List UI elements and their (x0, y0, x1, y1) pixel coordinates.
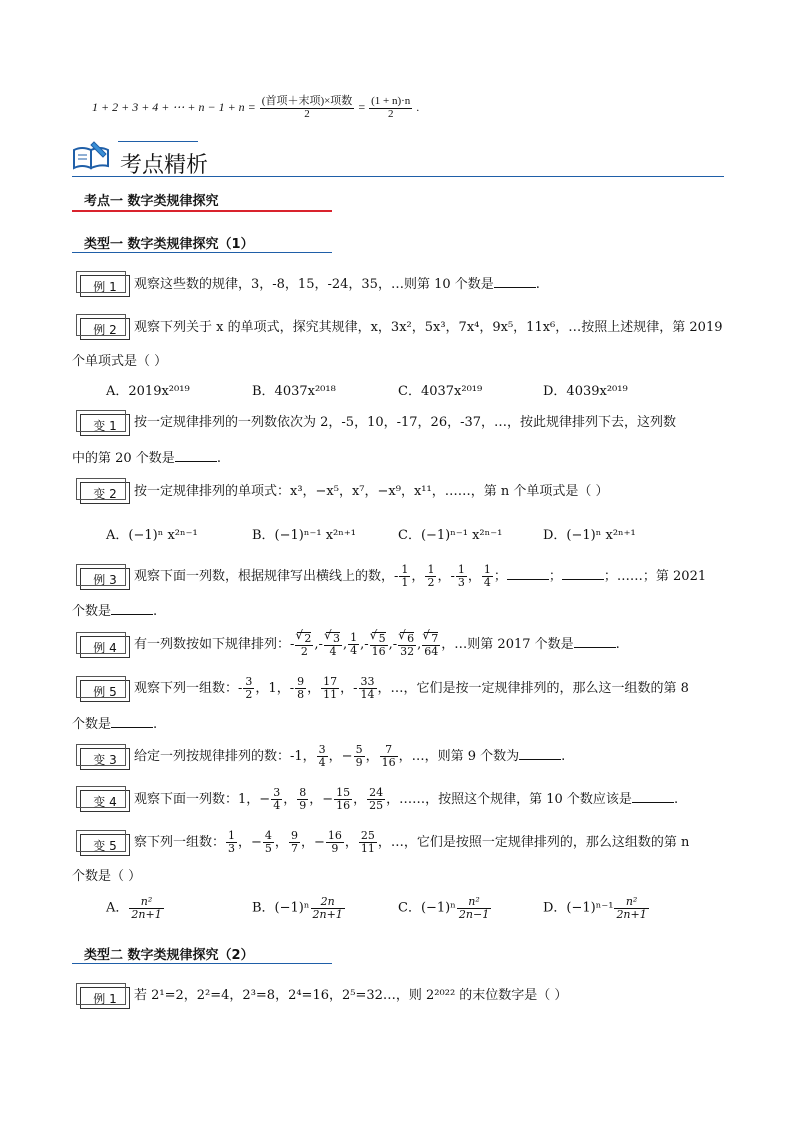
answer-blank (175, 449, 217, 462)
v5-question: 察下列一组数： $\frac{1}{3}$ ，− $\frac{4}{5}$ ， $\frac{9}{7}$ ，− $\frac{16}{9}$ ， $\frac{25}{11}$ ，…，它们是按照一定规律排列的，那么这组数的第 n (134, 829, 690, 855)
ex6-question: 若 2¹=2，2²=4，2³=8，2⁴=16，2⁵=32…，则 2²⁰²² 的末位数字是（ ） (134, 988, 568, 1003)
v1-line2: 中的第 20 个数是 . (72, 451, 221, 466)
v5-opt-d: D．(−1)ⁿ⁻¹ $\frac{\text{n²}}{2n+1}$ (543, 895, 647, 921)
ex2-line2: 个单项式是（ ） (72, 354, 168, 369)
formula-frac1-num: (首项＋末项)×项数 (261, 95, 353, 107)
v3-question: 给定一列按规律排列的数：-1， $\frac{3}{4}$ ，− $\frac{5}{9}$ ， $\frac{7}{16}$ ，…，则第 9 个数为 . (134, 743, 566, 769)
kaodian-red-rule (72, 210, 332, 212)
formula-lhs: 1 + 2 + 3 + 4 + ⋯ + n − 1 + n = (92, 99, 256, 114)
v5-opt-c: C．(−1)ⁿ $\frac{\text{n²}}{2n-1}$ (398, 895, 490, 921)
v2-opt-a: A．(−1)ⁿ x²ⁿ⁻¹ (106, 528, 198, 543)
ex5-line2: 个数是 . (72, 717, 158, 732)
type1-rule (72, 252, 332, 253)
ex2-opt-a: A．2019x²⁰¹⁹ (106, 384, 190, 399)
ex2-opt-c: C．4037x²⁰¹⁹ (398, 384, 483, 399)
formula-frac2 (369, 96, 412, 120)
v1-line1: 按一定规律排列的一列数依次为 2，-5，10，-17，26，-37，…，按此规律排列下去，这列数 (134, 415, 677, 430)
answer-blank (111, 602, 153, 615)
ex1-tag: 例 1 (80, 275, 130, 297)
formula-eq: = (358, 99, 366, 114)
formula-frac1 (260, 96, 355, 120)
answer-blank (519, 747, 561, 760)
v2-question: 按一定规律排列的单项式：x³，−x⁵，x⁷，−x⁹，x¹¹，……，第 n 个单项式是（ ） (134, 484, 609, 499)
kaodian-title: 考点一 数字类规律探究 (84, 194, 219, 209)
v5-opt-a: A． $\frac{\text{n²}}{2n+1}$ (106, 895, 162, 921)
formula-frac1-den: 2 (304, 107, 310, 120)
formula-line (92, 96, 419, 120)
ex4-tag: 例 4 (80, 636, 130, 658)
ex3-tag: 例 3 (80, 568, 130, 590)
section-title-underline-short (118, 141, 198, 142)
ex1-question: 观察这些数的规律，3，-8，15，-24，35，…则第 10 个数是 . (134, 277, 540, 292)
ex2-opt-d: D．4039x²⁰¹⁹ (543, 384, 628, 399)
v2-tag: 变 2 (80, 482, 130, 504)
formula-end: . (416, 99, 420, 114)
book-icon (72, 140, 112, 174)
v4-question: 观察下面一列数：1，− $\frac{3}{4}$ ， $\frac{8}{9}$ ，− $\frac{15}{16}$ ， $\frac{24}{25}$ ，……，按照这个规律，第 10 个数应该是 . (134, 786, 679, 812)
ex3-line2: 个数是 . (72, 604, 158, 619)
v5-tag: 变 5 (80, 834, 130, 856)
answer-blank (111, 715, 153, 728)
ex5-question: 观察下列一组数：- $\frac{3}{2}$ ，1，- $\frac{9}{8}$ ， $\frac{17}{11}$ ，- $\frac{33}{14}$ ，…，它们是按一定规律排列的，那么这一组数的第 8 (134, 675, 689, 701)
ex4-question: 有一列数按如下规律排列：- √ $\frac{2}{2}$ ,- √ $\frac{3}{4}$ , $\frac{1}{4}$ ,- √ $\frac{5}{16}$ ,- √ $\frac{6}{32}$ , √ $\frac{7}{64}$ ，…则第 2017 个数是 . (134, 626, 734, 664)
v2-opt-b: B．(−1)ⁿ⁻¹ x²ⁿ⁺¹ (252, 528, 356, 543)
answer-blank (632, 790, 674, 803)
v4-tag: 变 4 (80, 790, 130, 812)
v3-tag: 变 3 (80, 748, 130, 770)
section-rule (72, 176, 724, 177)
type1-title: 类型一 数字类规律探究（1） (84, 237, 254, 252)
answer-blank (494, 275, 536, 288)
ex2-opt-b: B．4037x²⁰¹⁸ (252, 384, 336, 399)
ex3-question: 观察下面一列数，根据规律写出横线上的数，- $\frac{1}{1}$ ， $\frac{1}{2}$ ，- $\frac{1}{3}$ ， $\frac{1}{4}$ ； ； ；……；第 2021 (134, 563, 707, 589)
v5-line2: 个数是（ ） (72, 869, 142, 884)
v5-opt-b: B．(−1)ⁿ $\frac{2n}{2n+1}$ (252, 895, 343, 921)
v2-opt-c: C．(−1)ⁿ⁻¹ x²ⁿ⁻¹ (398, 528, 503, 543)
section-title: 考点精析 (120, 153, 209, 178)
ex5-tag: 例 5 (80, 680, 130, 702)
type2-rule (72, 963, 332, 964)
type2-title: 类型二 数字类规律探究（2） (84, 948, 254, 963)
ex6-tag: 例 1 (80, 987, 130, 1009)
answer-blank (574, 635, 616, 648)
v1-tag: 变 1 (80, 414, 130, 436)
formula-frac2-den: 2 (387, 107, 394, 120)
ex2-line1: 观察下列关于 x 的单项式，探究其规律，x，3x²，5x³，7x⁴，9x⁵，11x⁶，…按照上述规律，第 2019 (134, 320, 723, 335)
ex2-tag: 例 2 (80, 318, 130, 340)
v2-opt-d: D．(−1)ⁿ x²ⁿ⁺¹ (543, 528, 636, 543)
formula-frac2-num: (1 + n)·n (371, 95, 411, 107)
